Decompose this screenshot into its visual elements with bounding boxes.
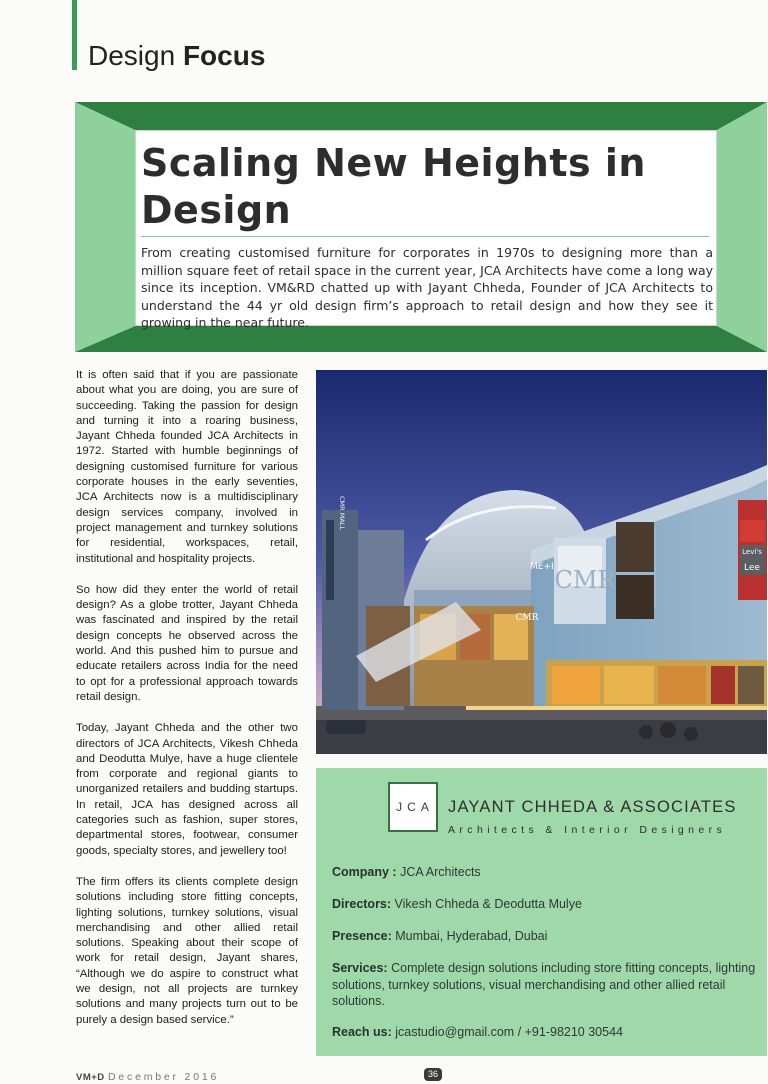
article-body (76, 368, 298, 1044)
info-reach-label: Reach us: (332, 1025, 392, 1039)
section-title (88, 40, 265, 72)
sign-cmr-facade: CMR (515, 613, 539, 623)
body-paragraph-4: The firm offers its clients complete design solutions including store fitting concepts, lighting solutions, turnkey solutions, visual merchandising and other allied retail solutions. Speaking about their scope of work for retail design, Jayant shares, “Although we do aspire to construct what we design, not all projects are turnkey solutions and many projects turn out to be purely a design based service.” (76, 875, 298, 1026)
info-company-label: Company : (332, 865, 397, 879)
info-services-label: Services: (332, 961, 388, 975)
jca-logo-text: JCA (396, 800, 434, 814)
sign-cmr-large: CMR (554, 566, 616, 594)
info-company (332, 864, 764, 881)
sign-levis: Levi's (742, 548, 762, 556)
info-services (332, 960, 764, 1010)
headline: Scaling New Heights in Design (141, 141, 646, 232)
sign-mei: ME+I (530, 562, 554, 572)
info-services-value: Complete design solutions including store fitting concepts, lighting solutions, turnkey solutions, visual merchandising and other allied retail solutions. (332, 961, 756, 1008)
info-company-value: JCA Architects (400, 865, 481, 879)
section-title-regular: Design (88, 40, 176, 71)
body-paragraph-3: Today, Jayant Chheda and the other two directors of JCA Architects, Vikesh Chheda and Deodutta Mulye, have a huge clientele from corporate and regional giants to unorganized retailers and budding startups. In retail, JCA has designed across all categories such as fashion, super stores, departmental stores, footwear, consumer goods, specialty stores, and jewellery too! (76, 722, 298, 857)
sign-vertical: CMR MALL (338, 496, 346, 531)
info-presence (332, 928, 764, 945)
body-paragraph-1: It is often said that if you are passionate about what you are doing, you are sure of succeeding. Taking the passion for design and turning it into a roaring business, Jayant Chheda founded JCA Architects in 1972. Started with humble beginnings of designing customised furniture for various corporate houses in the early seventies, JCA Architects now is a multidisciplinary design services company, involved in project management and turnkey solutions for residential, workspaces, retail, institutional and hospitality projects. (76, 369, 298, 565)
deck-intro: From creating customised furniture for corporates in 1970s to designing more than a million square feet of retail space in the current year, JCA Architects have come a long way since its inception. VM&RD chatted up with Jayant Chheda, Founder of JCA Architects to understand the 44 yr old design firm’s approach to retail design and how they see it growing in the near future. (141, 245, 713, 330)
info-reach-us (332, 1024, 764, 1041)
mall-illustration (316, 370, 767, 754)
section-title-bold: Focus (182, 40, 266, 71)
section-accent-bar (72, 0, 77, 70)
company-infobox (316, 768, 767, 1056)
footer-brand-text: VM+D (76, 1072, 105, 1083)
headline-banner (75, 102, 767, 352)
jca-logo (388, 782, 438, 832)
info-presence-label: Presence: (332, 929, 392, 943)
sign-lee: Lee (744, 563, 760, 573)
firm-name: JAYANT CHHEDA & ASSOCIATES (448, 798, 737, 816)
body-paragraph-2: So how did they enter the world of retail design? As a globe trotter, Jayant Chheda was fascinated and inspired by the retail design concepts he observed across the world. And this pushed him to pursue and educate retailers across India for the need to opt for a professional approach towards retail design. (76, 583, 298, 703)
info-directors (332, 896, 764, 913)
footer-issue-date: December 2016 (108, 1071, 220, 1083)
footer-brand (76, 1072, 105, 1083)
page-number: 36 (424, 1068, 442, 1081)
info-directors-label: Directors: (332, 897, 392, 911)
firm-subtitle: Architects & Interior Designers (448, 824, 727, 836)
info-directors-value: Vikesh Chheda & Deodutta Mulye (394, 897, 582, 911)
mall-photo (316, 370, 767, 754)
info-reach-value: jcastudio@gmail.com / +91-98210 30544 (395, 1025, 623, 1039)
headline-divider (141, 236, 709, 237)
info-presence-value: Mumbai, Hyderabad, Dubai (395, 929, 548, 943)
